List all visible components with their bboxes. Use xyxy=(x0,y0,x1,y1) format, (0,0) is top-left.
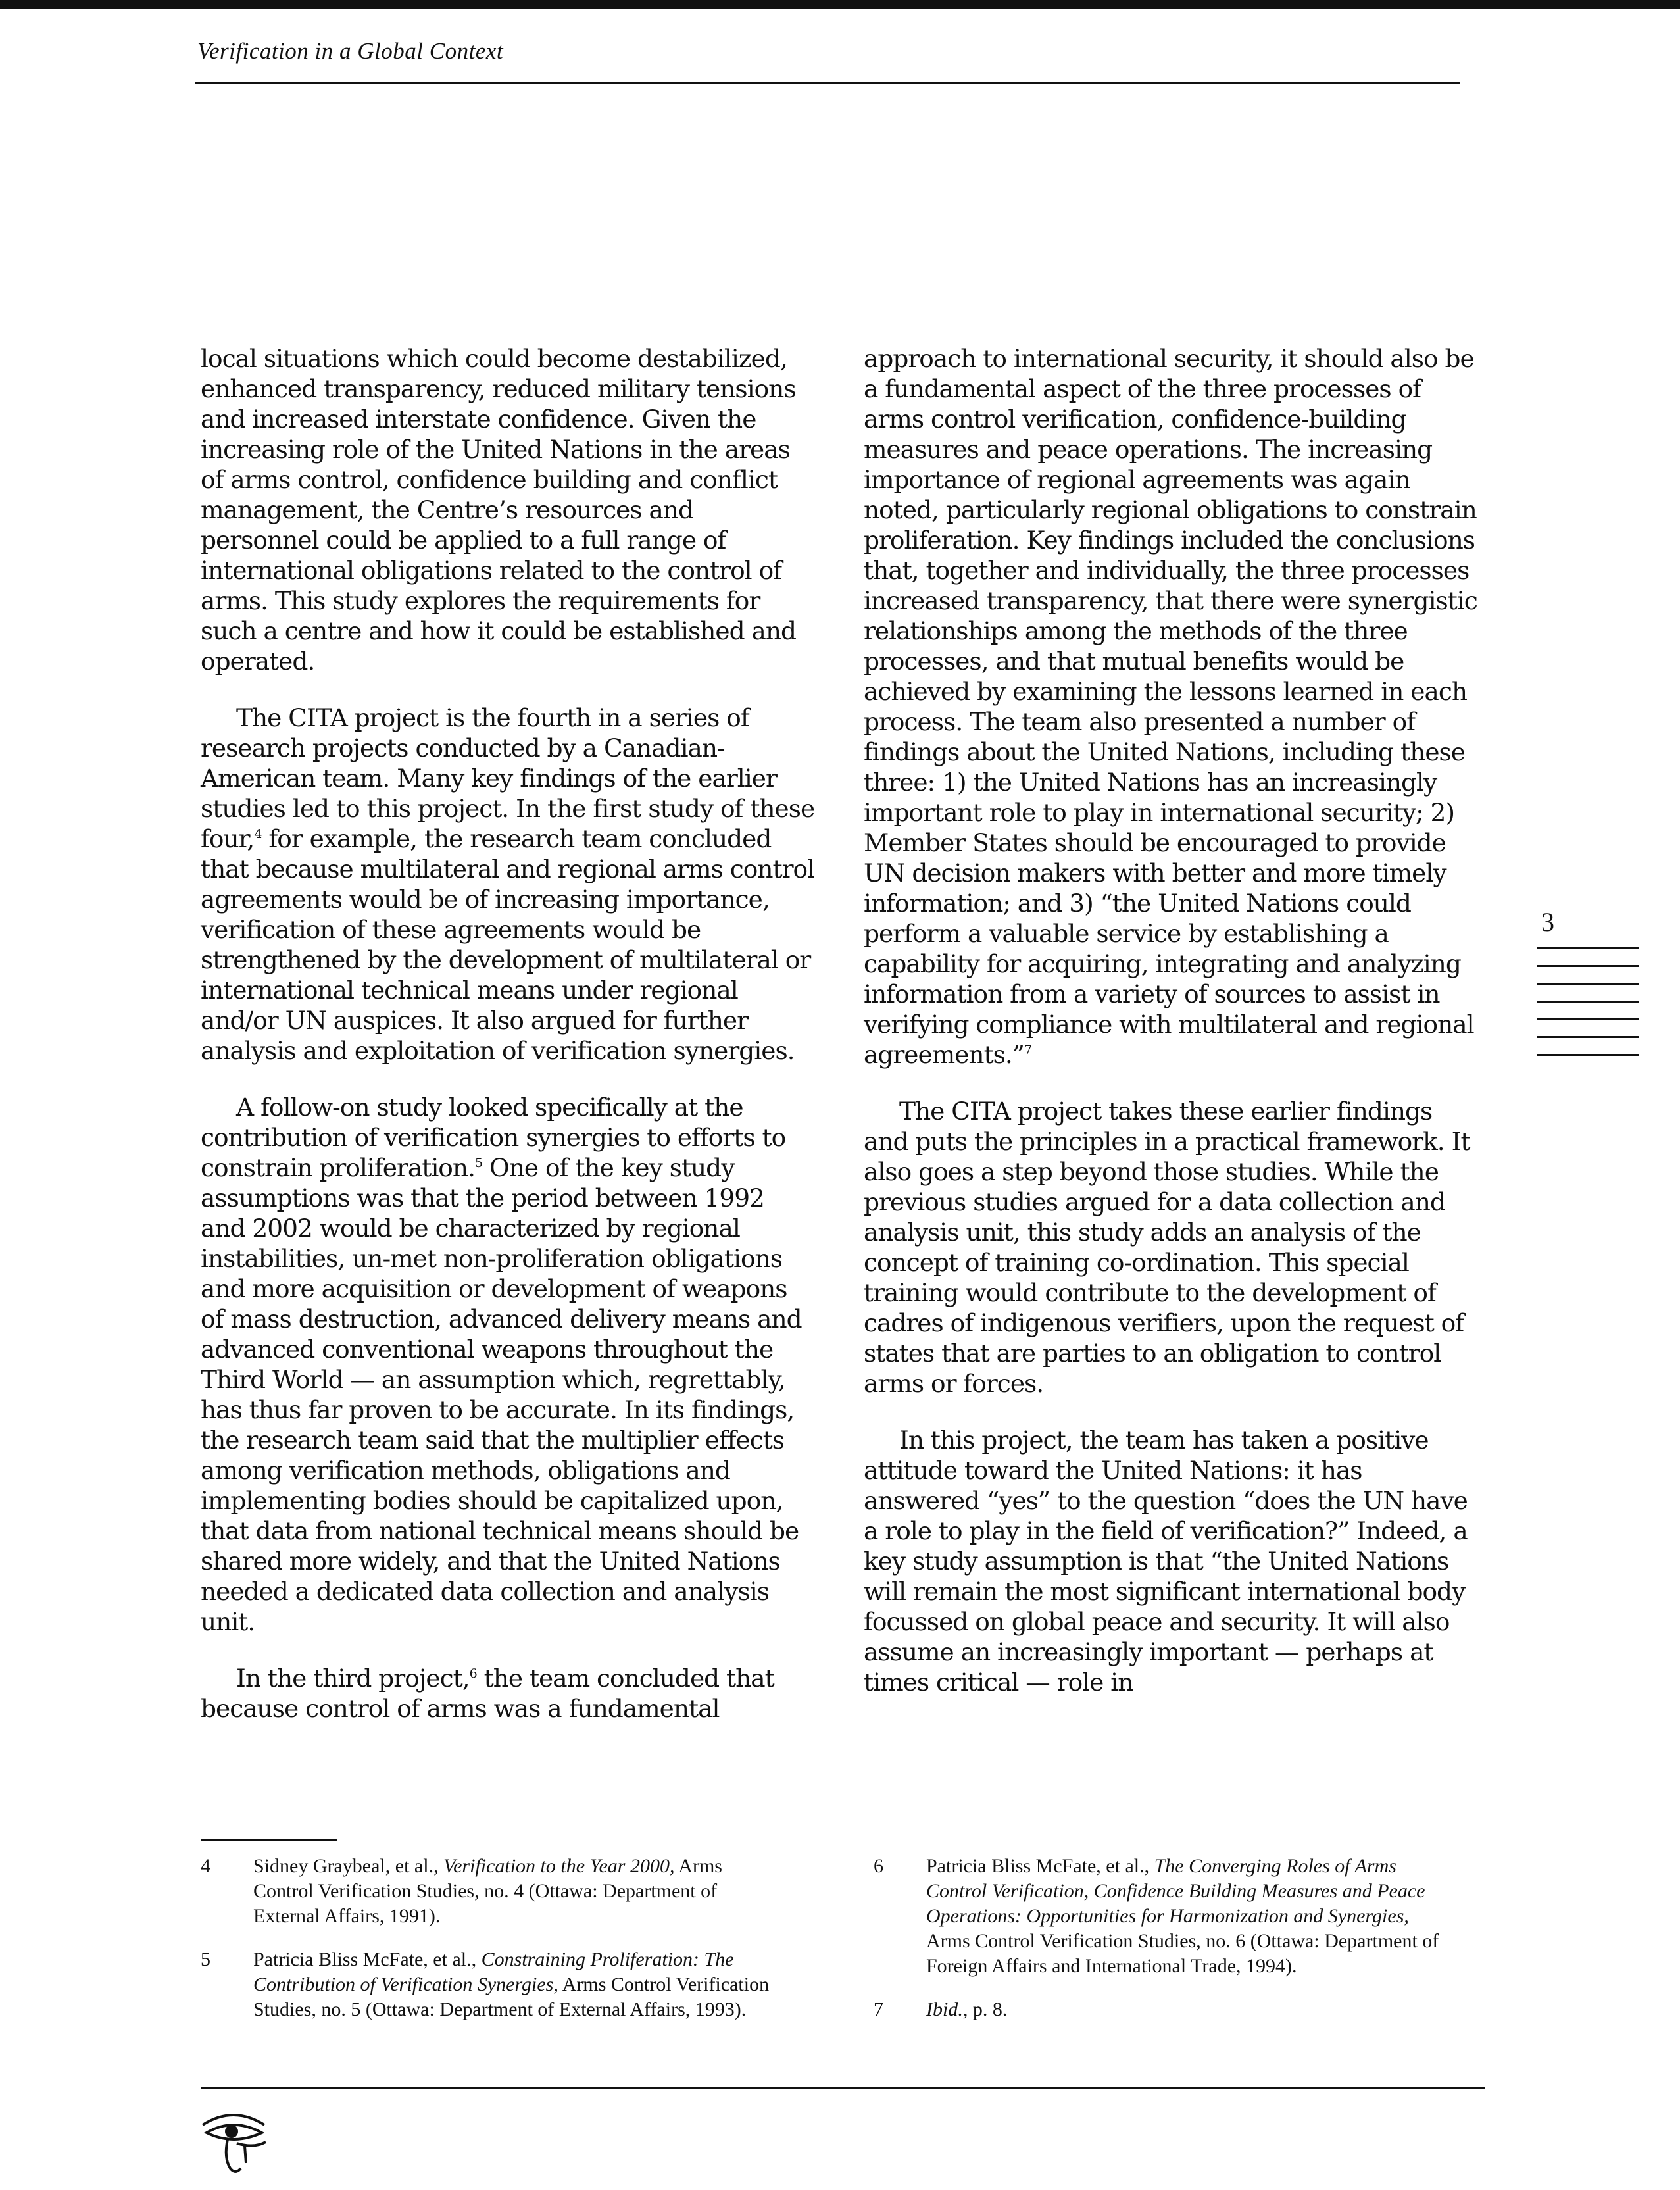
right-column xyxy=(864,343,1479,1697)
page-number: 3 xyxy=(1541,907,1554,937)
footnote xyxy=(874,1997,1452,2022)
footnote-number: 5 xyxy=(201,1949,210,1970)
index-line xyxy=(1537,983,1639,985)
footnote-text: Ibid., p. 8. xyxy=(926,1999,1008,2020)
footnote-text: Patricia Bliss McFate, et al., The Converging Roles of Arms Control Verification, Confidence Building Measures and Peace Operations: Opportunities for Harmonization and Synergies, Arms Control Verification Studies, no. 6 (Ottawa: Department of Foreign Affairs and International Trade, 1994). xyxy=(926,1855,1439,1977)
footnotes-left xyxy=(201,1854,779,2041)
left-column xyxy=(201,343,816,1724)
index-line xyxy=(1537,1054,1639,1056)
footnote-number: 6 xyxy=(874,1855,883,1877)
index-line xyxy=(1537,947,1639,949)
eye-logo-icon xyxy=(197,2105,270,2178)
footnote-number: 4 xyxy=(201,1855,210,1877)
paragraph: A follow-on study looked specifically at the contribution of verification synergies to efforts to constrain proliferation.$^5$ One of the key study assumptions was that the period between 1992 and 2002 would be characterized by regional instabilities, un-met non-proliferation obligations and more acquisition or development of weapons of mass destruction, advanced delivery means and advanced conventional weapons throughout the Third World — an assumption which, regrettably, has thus far proven to be accurate. In its findings, the research team said that the multiplier effects among verification methods, obligations and implementing bodies should be capitalized upon, that data from national technical means should be shared more widely, and that the United Nations needed a dedicated data collection and analysis unit. xyxy=(201,1093,802,1636)
footnote-marker: 6 xyxy=(469,1666,477,1681)
footnote-text: Patricia Bliss McFate, et al., Constraining Proliferation: The Contribution of Verification Synergies, Arms Control Verification Studies, no. 5 (Ottawa: Department of External Affairs, 1993). xyxy=(253,1949,770,2020)
footnote-number: 7 xyxy=(874,1999,883,2020)
paragraph: In this project, the team has taken a positive attitude toward the United Nations: it has answered “yes” to the question “does the UN have a role to play in the field of verification?” Indeed, a key study assumption is that “the United Nations will remain the most significant international body focussed on global peace and security. It will also assume an increasingly important — perhaps at times critical — role in xyxy=(864,1426,1468,1697)
footnote-marker: 7 xyxy=(1024,1043,1032,1057)
footnote-rule xyxy=(201,1839,337,1841)
scan-top-border xyxy=(0,0,1680,9)
footnote-marker: 4 xyxy=(254,827,262,841)
paragraph: The CITA project is the fourth in a series of research projects conducted by a Canadian-American team. Many key findings of the earlier studies led to this project. In the first study of these four,$^4$ for example, the research team concluded that because multilateral and regional arms control agreements would be of increasing importance, verification of these agreements would be strengthened by the development of multilateral or international technical means under regional and/or UN auspices. It also argued for further analysis and exploitation of verification synergies. xyxy=(201,703,815,1065)
paragraph: In the third project,$^6$ the team concluded that because control of arms was a fundamental xyxy=(201,1664,774,1723)
index-line xyxy=(1537,1036,1639,1038)
footer-rule xyxy=(201,2087,1485,2089)
footnotes-right xyxy=(874,1854,1452,2041)
paragraph: local situations which could become destabilized, enhanced transparency, reduced military tensions and increased interstate confidence. Given the increasing role of the United Nations in the areas of arms control, confidence building and conflict management, the Centre’s resources and personnel could be applied to a full range of international obligations related to the control of arms. This study explores the requirements for such a centre and how it could be established and operated. xyxy=(201,344,797,676)
footnote-text: Sidney Graybeal, et al., Verification to the Year 2000, Arms Control Verification Studies, no. 4 (Ottawa: Department of External Affairs, 1991). xyxy=(253,1855,722,1927)
index-line xyxy=(1537,1018,1639,1020)
paragraph: approach to international security, it should also be a fundamental aspect of the three processes of arms control verification, confidence-building measures and peace operations. The increasing importance of regional agreements was again noted, particularly regional obligations to constrain proliferation. Key findings included the conclusions that, together and individually, the three processes increased transparency, that there were synergistic relationships among the methods of the three processes, and that mutual benefits would be achieved by examining the lessons learned in each process. The team also presented a number of findings about the United Nations, including these three: 1) the United Nations has an increasingly important role to play in international security; 2) Member States should be encouraged to provide UN decision makers with better and more timely information; and 3) “the United Nations could perform a valuable service by establishing a capability for acquiring, integrating and analyzing information from a variety of sources to assist in verifying compliance with multilateral and regional agreements.”$^7$ xyxy=(864,344,1477,1069)
index-line xyxy=(1537,965,1639,967)
footnote xyxy=(201,1854,779,1929)
running-head: Verification in a Global Context xyxy=(197,38,504,64)
header-rule xyxy=(195,82,1460,84)
margin-thumb-index xyxy=(1537,947,1639,1072)
footnote xyxy=(201,1947,779,2022)
footnote xyxy=(874,1854,1452,1979)
paragraph: The CITA project takes these earlier findings and puts the principles in a practical framework. It also goes a step beyond those studies. While the previous studies argued for a data collection and analysis unit, this study adds an analysis of the concept of training co-ordination. This special training would contribute to the development of cadres of indigenous verifiers, upon the request of states that are parties to an obligation to control arms or forces. xyxy=(864,1097,1470,1398)
index-line xyxy=(1537,1001,1639,1003)
footnote-marker: 5 xyxy=(474,1156,483,1170)
